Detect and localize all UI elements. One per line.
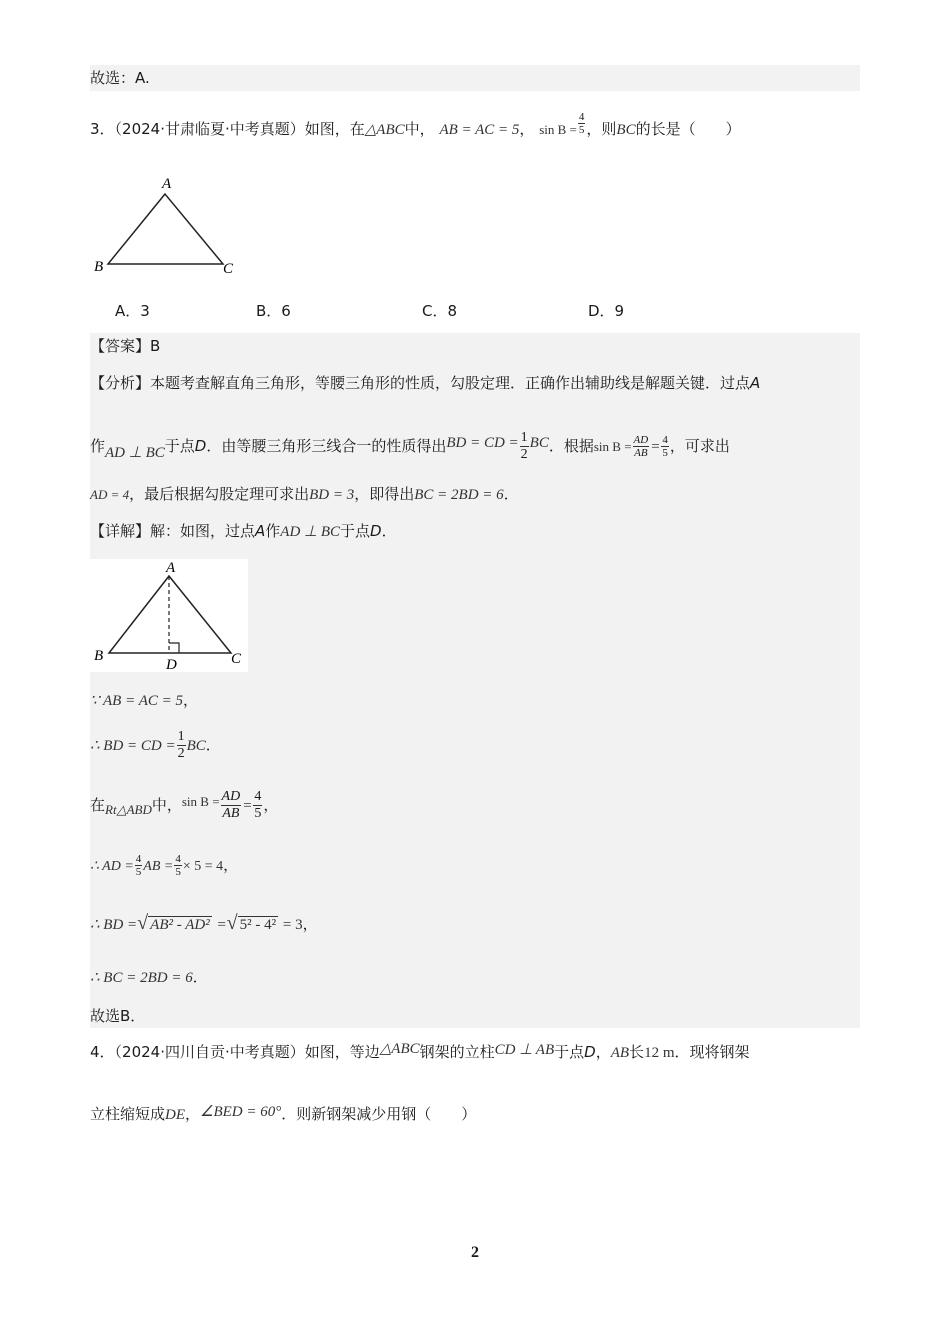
step3-eq: = xyxy=(242,798,253,814)
analysis-bd-cd: BD = CD = xyxy=(446,435,519,451)
step-4 xyxy=(90,845,238,885)
q4-end: ．现将钢架 xyxy=(674,1043,750,1061)
q4-triangle: △ABC xyxy=(379,1041,420,1057)
analysis-perp: AD ⊥ BC xyxy=(105,445,165,461)
q4-comma: ， xyxy=(595,1043,611,1061)
analysis-zuo: 作 xyxy=(90,437,106,455)
q3-frac-num: 4 xyxy=(578,111,585,123)
step4-frac1 xyxy=(135,853,143,878)
fig2-label-b: B xyxy=(94,648,104,664)
step5-end: ， xyxy=(302,915,318,933)
q4-de: DE xyxy=(165,1107,186,1123)
analysis-mid-3: ，最后根据勾股定理可求出 xyxy=(129,485,310,503)
step5-rad2: 5² - 4² xyxy=(239,917,277,933)
step2-half-num: 1 xyxy=(177,729,185,744)
triangle-figure-solution xyxy=(90,559,248,672)
q4-line2-pre: 立柱缩短成 xyxy=(90,1105,166,1123)
detail-yudian: 于点 xyxy=(340,522,371,540)
detail-line xyxy=(90,521,397,542)
q3-tail: ，则 xyxy=(586,120,617,138)
step6-end: ． xyxy=(192,968,208,986)
detail-perp: AD ⊥ BC xyxy=(280,524,341,540)
analysis-point-d: D xyxy=(194,437,207,455)
analysis-bc6: BC = 2BD = 6 xyxy=(414,487,504,503)
fig2-label-d: D xyxy=(166,657,177,672)
analysis-ad-ab xyxy=(633,434,650,459)
analysis-genju: ．根据 xyxy=(548,437,594,455)
q3-stem-prefix: 3．（2024·甘肃临夏·中考真题）如图，在 xyxy=(90,120,365,138)
q4-line2-comma: ， xyxy=(185,1105,201,1123)
sqrt-sign-1: √ xyxy=(137,912,149,934)
step-6 xyxy=(90,967,208,988)
analysis-ad4: AD = 4 xyxy=(90,487,130,502)
right-angle-mark xyxy=(169,643,179,653)
prev-answer-shade xyxy=(90,65,860,91)
step4-frac2-den: 5 xyxy=(175,866,181,878)
step-2 xyxy=(90,725,221,765)
step4-frac1-den: 5 xyxy=(135,866,142,878)
step3-rt: Rt△ABD xyxy=(105,802,152,817)
five-den: 5 xyxy=(662,447,668,459)
step4-frac1-num: 4 xyxy=(135,853,142,865)
analysis-yudian: 于点 xyxy=(164,437,195,455)
q3-sinB: sin B = xyxy=(539,122,577,137)
step4-frac2-num: 4 xyxy=(175,853,181,865)
step2-half-den: 2 xyxy=(177,746,185,761)
q4-angle: ∠BED = 60° xyxy=(200,1104,282,1120)
ad-num: AD xyxy=(633,434,649,446)
triangle-abc-solution xyxy=(109,576,231,653)
analysis-point-a: A xyxy=(750,374,761,392)
triangle-abc xyxy=(108,194,223,264)
step3-zhong: 中， xyxy=(151,796,182,814)
q4-line-2 xyxy=(90,1104,476,1125)
step5-pre: ∴ BD = xyxy=(90,917,138,933)
step6-text: ∴ BC = 2BD = 6 xyxy=(90,970,193,986)
step-1 xyxy=(90,690,198,711)
analysis-end-2: ，可求出 xyxy=(669,437,730,455)
analysis-bd3: BD = 3 xyxy=(309,487,355,503)
half-den: 2 xyxy=(520,447,528,462)
step2-half xyxy=(177,729,186,762)
step4-end: ， xyxy=(223,856,239,874)
step5-res: = 3 xyxy=(282,917,303,933)
triangle-figure-q3 xyxy=(90,170,250,280)
fig1-label-a: A xyxy=(162,176,172,192)
step3-ad: AD xyxy=(221,789,241,804)
step-3 xyxy=(90,785,278,825)
analysis-text-1: 【分析】本题考查解直角三角形，等腰三角形的性质，勾股定理．正确作出辅助线是解题关键．过点 xyxy=(90,374,751,392)
step4-ab: AB = xyxy=(143,859,174,874)
q4-point-d: D xyxy=(584,1043,596,1061)
q4-yudian: 于点 xyxy=(554,1043,585,1061)
analysis-line-1 xyxy=(90,373,760,393)
detail-zuo: 作 xyxy=(265,522,281,540)
step1-end: ， xyxy=(183,691,199,709)
analysis-text-2: ．由等腰三角形三线合一的性质得出 xyxy=(206,437,447,455)
q3-bc: BC xyxy=(616,122,636,138)
analysis-half xyxy=(520,430,529,463)
q3-triangle: △ABC xyxy=(364,122,405,138)
step2-bc: BC xyxy=(186,738,206,754)
q4-chang: 长 xyxy=(629,1043,645,1061)
step5-eq: = xyxy=(216,917,227,933)
q4-len: 12 m xyxy=(644,1045,675,1061)
fig2-label-a: A xyxy=(166,560,176,576)
fig2-label-c: C xyxy=(231,651,242,667)
step3-ad-ab xyxy=(221,789,242,822)
q4-line2-end: ．则新钢架减少用钢（ ） xyxy=(281,1105,477,1123)
option-a[interactable]: A．3 xyxy=(115,302,150,320)
q3-end: 的长是（ ） xyxy=(635,120,741,138)
step3-sin: sin B = xyxy=(181,794,220,809)
ab-den: AB xyxy=(634,447,648,459)
step2-end: ． xyxy=(205,736,221,754)
analysis-bc: BC xyxy=(529,435,549,451)
step2-text: ∴ BD = CD = xyxy=(90,738,176,754)
four-num: 4 xyxy=(662,434,668,446)
page-number: 2 xyxy=(471,1244,479,1261)
option-b[interactable]: B．6 xyxy=(256,302,291,320)
answer-line: 【答案】B xyxy=(90,337,161,355)
step3-ab: AB xyxy=(222,806,240,821)
option-d[interactable]: D．9 xyxy=(588,302,625,320)
detail-pre: 【详解】解：如图，过点 xyxy=(90,522,256,540)
step4-frac2 xyxy=(174,853,182,878)
detail-end: ． xyxy=(381,522,397,540)
q3-frac xyxy=(578,111,586,136)
sqrt-sign-2: √ xyxy=(226,912,238,934)
analysis-mid2-3: ，即得出 xyxy=(354,485,415,503)
q3-mid: 中， xyxy=(404,120,435,138)
step4-pre: ∴ AD = xyxy=(90,859,134,874)
q4-mid: 钢架的立柱 xyxy=(419,1043,495,1061)
step3-end: ， xyxy=(263,796,279,814)
fig1-label-b: B xyxy=(94,259,104,275)
analysis-line-2 xyxy=(90,426,730,466)
analysis-four-five xyxy=(661,434,669,459)
step3-four: 4 xyxy=(254,789,262,804)
half-num: 1 xyxy=(520,430,528,445)
step1-text: ∵ AB = AC = 5 xyxy=(90,693,183,709)
q3-eq1: AB = AC = 5 xyxy=(439,122,520,138)
analysis-eq: = xyxy=(650,439,661,455)
step5-rad1: AB² - AD² xyxy=(150,917,210,933)
option-c[interactable]: C．8 xyxy=(422,302,458,320)
q4-ab: AB xyxy=(610,1045,630,1061)
analysis-sin: sin B = xyxy=(593,439,632,454)
fig1-label-c: C xyxy=(223,261,234,277)
prev-answer: 故选：A. xyxy=(90,69,150,87)
analysis-line-3 xyxy=(90,484,519,505)
step3-zai: 在 xyxy=(90,796,106,814)
final-answer: 故选B． xyxy=(90,1007,146,1025)
q3-stem xyxy=(90,111,741,142)
step4-times: × 5 = 4 xyxy=(182,859,224,874)
q3-comma: ， xyxy=(519,120,535,138)
q4-perp: CD ⊥ AB xyxy=(494,1042,555,1058)
detail-point-a: A xyxy=(255,522,266,540)
q4-line-1 xyxy=(90,1042,750,1063)
q4-pre: 4．（2024·四川自贡·中考真题）如图，等边 xyxy=(90,1043,380,1061)
detail-point-d: D xyxy=(370,522,382,540)
analysis-end-3: ． xyxy=(503,485,519,503)
step3-five: 5 xyxy=(254,806,262,821)
step-5 xyxy=(90,908,318,938)
step3-four-five xyxy=(253,789,262,822)
q3-frac-den: 5 xyxy=(578,124,585,136)
